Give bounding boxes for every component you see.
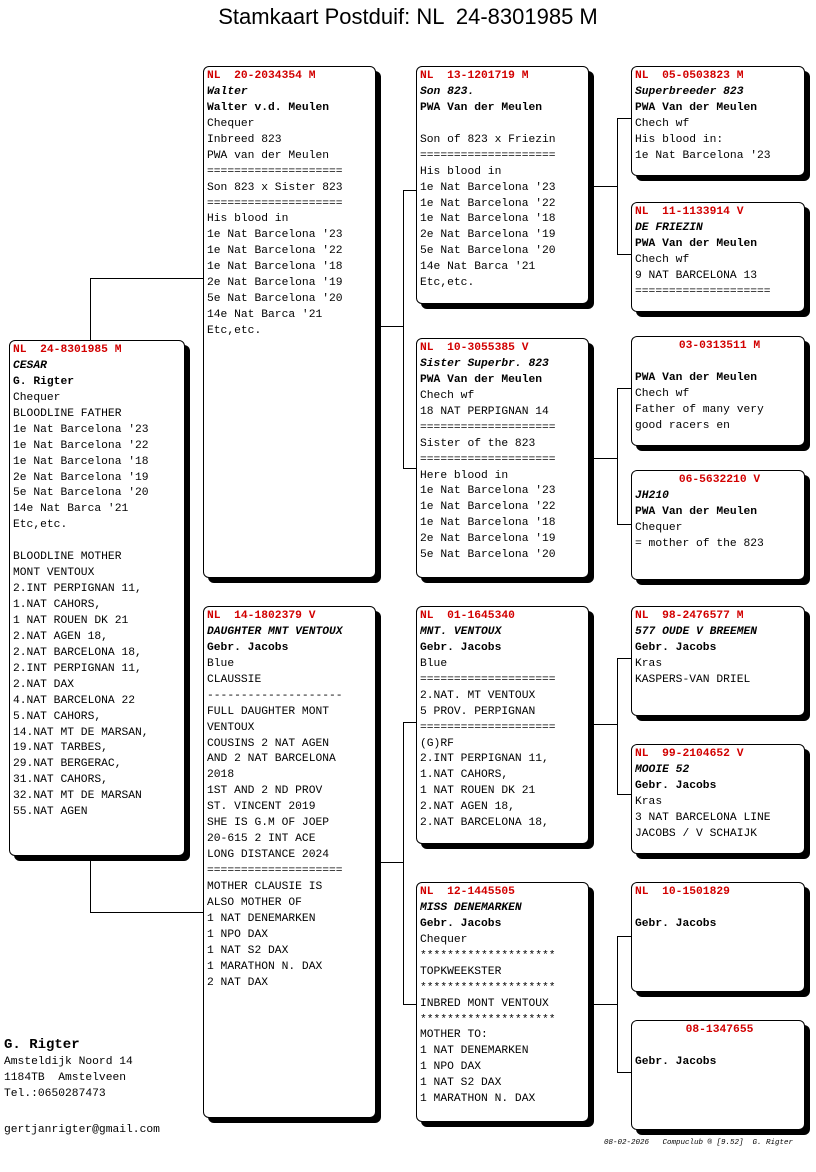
info-line: 3 NAT BARCELONA LINE: [635, 811, 771, 824]
info-line: Chech wf: [635, 117, 690, 130]
pigeon-owner: Gebr. Jacobs: [635, 641, 717, 654]
ring-number: 03-0313511 M: [678, 340, 761, 352]
info-line: 1 NPO DAX: [207, 928, 269, 941]
info-line: 2.NAT AGEN 18,: [13, 630, 108, 643]
info-line: good racers en: [635, 419, 730, 432]
connector: [594, 458, 617, 459]
info-line: AND 2 NAT BARCELONA: [207, 753, 336, 766]
connector: [403, 468, 416, 469]
info-line: 1 NAT S2 DAX: [207, 944, 289, 957]
breeder-email[interactable]: gertjanrigter@gmail.com: [4, 1124, 160, 1136]
pigeon-card-father[interactable]: [203, 66, 376, 578]
info-line: Chequer: [207, 117, 255, 130]
info-line: 2e Nat Barcelona '19: [420, 533, 556, 546]
info-line: Father of many very: [635, 403, 764, 416]
page-title: Stamkaart Postduif: NL 24-8301985 M: [218, 4, 598, 29]
pigeon-card-mff[interactable]: [631, 606, 805, 716]
info-line: 1e Nat Barcelona '22: [13, 439, 149, 452]
info-line: 5 PROV. PERPIGNAN: [420, 705, 536, 718]
info-line: ST. VINCENT 2019: [207, 801, 316, 814]
info-line: ********************: [420, 949, 556, 962]
info-line: 1 NAT ROUEN DK 21: [13, 614, 129, 627]
info-line: 2e Nat Barcelona '19: [13, 471, 149, 484]
pigeon-owner: PWA Van der Meulen: [635, 101, 758, 114]
pigeon-owner: PWA Van der Meulen: [420, 101, 543, 114]
info-line: ====================: [420, 149, 556, 162]
pigeon-name: DAUGHTER MNT VENTOUX: [207, 625, 343, 638]
connector: [617, 936, 618, 1072]
info-line: LONG DISTANCE 2024: [207, 849, 330, 862]
pigeon-name: JH210: [635, 489, 669, 502]
pigeon-name: [635, 1039, 804, 1055]
info-line: 2e Nat Barcelona '19: [420, 229, 556, 242]
connector: [617, 658, 631, 659]
info-line: Blue: [207, 657, 235, 670]
connector: [594, 724, 617, 725]
info-line: 2018: [207, 769, 235, 782]
pigeon-owner: G. Rigter: [13, 375, 75, 388]
info-line: 2.NAT DAX: [13, 678, 75, 691]
pigeon-card-sire-of-father[interactable]: [416, 66, 589, 304]
info-line: CLAUSSIE: [207, 673, 262, 686]
info-line: 1 MARATHON N. DAX: [207, 960, 323, 973]
info-line: 1 NAT S2 DAX: [420, 1077, 502, 1090]
pigeon-card-sire-of-mother[interactable]: [416, 606, 589, 844]
print-footer: 08-02-2026 Compuclub ® [9.52] G. Rigter: [604, 1139, 794, 1147]
info-line: 1e Nat Barcelona '23: [635, 149, 771, 162]
info-line: 1e Nat Barcelona '23: [420, 181, 556, 194]
info-line: 5e Nat Barcelona '20: [13, 487, 149, 500]
info-line: ====================: [420, 453, 556, 466]
connector: [617, 118, 631, 119]
pigeon-card-mmf[interactable]: [631, 882, 805, 992]
info-line: 1 MARATHON N. DAX: [420, 1093, 536, 1106]
pigeon-card-mfm[interactable]: [631, 744, 805, 854]
connector: [381, 326, 403, 327]
pigeon-card-mother[interactable]: [203, 606, 376, 1118]
info-line: BLOODLINE FATHER: [13, 407, 122, 420]
pigeon-owner: Gebr. Jacobs: [635, 917, 717, 930]
info-line: = mother of the 823: [635, 537, 764, 550]
info-line: ====================: [207, 865, 343, 877]
info-line: Blue: [420, 657, 448, 670]
connector: [617, 1072, 631, 1073]
info-line: 5.NAT CAHORS,: [13, 710, 102, 723]
info-line: Here blood in: [420, 469, 509, 482]
ring-number: NL 01-1645340: [420, 610, 515, 622]
info-line: ********************: [420, 1013, 556, 1026]
info-line: 1 NAT DENEMARKEN: [420, 1045, 529, 1058]
info-line: His blood in: [207, 213, 289, 226]
info-line: 1 NAT DENEMARKEN: [207, 912, 316, 925]
info-line: 1e Nat Barcelona '23: [420, 485, 556, 498]
pigeon-name: [635, 901, 804, 917]
info-line: 31.NAT CAHORS,: [13, 774, 108, 787]
connector: [381, 862, 403, 863]
info-line: ====================: [635, 285, 771, 298]
connector: [617, 936, 631, 937]
info-line: 14e Nat Barca '21: [207, 309, 323, 322]
info-line: Chech wf: [635, 253, 690, 266]
pigeon-name: MNT. VENTOUX: [420, 625, 502, 638]
info-line: 1ST AND 2 ND PROV: [207, 785, 323, 798]
breeder-name: G. Rigter: [4, 1037, 80, 1053]
connector: [403, 190, 416, 191]
info-line: ********************: [420, 981, 556, 994]
ring-number: 06-5632210 V: [678, 474, 761, 486]
pigeon-owner: Gebr. Jacobs: [207, 641, 289, 654]
pigeon-card-dam-of-mother[interactable]: [416, 882, 589, 1122]
pigeon-card-mmm[interactable]: [631, 1020, 805, 1130]
pigeon-name: CESAR: [13, 359, 47, 372]
info-line: 2.NAT BARCELONA 18,: [13, 646, 142, 659]
info-line: Chech wf: [420, 389, 475, 402]
connector: [617, 658, 618, 794]
connector: [594, 1004, 617, 1005]
info-line: [13, 534, 184, 550]
pigeon-name: Superbreeder 823: [635, 85, 744, 98]
info-line: TOPKWEEKSTER: [420, 965, 502, 978]
breeder-info: [4, 1036, 133, 1102]
pigeon-owner: Gebr. Jacobs: [635, 779, 717, 792]
info-line: --------------------: [207, 689, 343, 702]
info-line: Chech wf: [635, 387, 690, 400]
ring-number: NL 14-1802379 V: [207, 610, 316, 622]
info-line: 5e Nat Barcelona '20: [207, 293, 343, 306]
info-line: JACOBS / V SCHAIJK: [635, 827, 758, 840]
ring-number: NL 13-1201719 M: [420, 70, 529, 82]
info-line: Sister of the 823: [420, 437, 536, 450]
breeder-city: 1184TB Amstelveen: [4, 1072, 127, 1084]
info-line: Chequer: [420, 933, 468, 946]
info-line: Etc,etc.: [420, 277, 475, 290]
info-line: 9 NAT BARCELONA 13: [635, 269, 758, 282]
breeder-phone: Tel.:0650287473: [4, 1088, 106, 1100]
info-line: 1.NAT CAHORS,: [420, 769, 509, 782]
info-line: ALSO MOTHER OF: [207, 896, 302, 909]
ring-number: NL 12-1445505: [420, 886, 515, 898]
info-line: 2.INT PERPIGNAN 11,: [13, 662, 142, 675]
info-line: 29.NAT BERGERAC,: [13, 758, 122, 771]
connector: [594, 186, 617, 187]
pigeon-name: Sister Superbr. 823: [420, 357, 549, 370]
pigeon-name: [635, 355, 804, 371]
info-line: 1e Nat Barcelona '22: [420, 501, 556, 514]
connector: [403, 190, 404, 468]
pigeon-owner: Gebr. Jacobs: [420, 641, 502, 654]
info-line: 32.NAT MT DE MARSAN: [13, 790, 142, 803]
info-line: MOTHER CLAUSIE IS: [207, 880, 323, 893]
info-line: 2e Nat Barcelona '19: [207, 277, 343, 290]
info-line: 2 NAT DAX: [207, 976, 269, 989]
info-line: 5e Nat Barcelona '20: [420, 549, 556, 562]
info-line: KASPERS-VAN DRIEL: [635, 673, 751, 686]
info-line: ====================: [420, 421, 556, 434]
connector: [617, 388, 631, 389]
info-line: ====================: [420, 721, 556, 734]
info-line: 1e Nat Barcelona '18: [420, 517, 556, 530]
info-line: 1e Nat Barcelona '23: [207, 229, 343, 242]
pigeon-owner: PWA Van der Meulen: [420, 373, 543, 386]
ring-number: NL 99-2104652 V: [635, 748, 744, 760]
pigeon-card-fmm[interactable]: [631, 470, 805, 580]
info-line: [420, 117, 588, 133]
pigeon-name: 577 OUDE V BREEMEN: [635, 625, 758, 638]
info-line: 20-615 2 INT ACE: [207, 833, 316, 846]
pigeon-card-subject[interactable]: [9, 340, 185, 856]
pigeon-card-fff[interactable]: [631, 66, 805, 176]
connector: [617, 118, 618, 254]
connector: [90, 912, 204, 913]
connector: [617, 254, 631, 255]
connector: [617, 388, 618, 524]
info-line: 2.INT PERPIGNAN 11,: [13, 583, 142, 596]
ring-number: 08-1347655: [685, 1024, 754, 1036]
info-line: 18 NAT PERPIGNAN 14: [420, 405, 549, 418]
pigeon-name: MOOIE 52: [635, 763, 690, 776]
info-line: 55.NAT AGEN: [13, 806, 88, 819]
info-line: 1e Nat Barcelona '22: [420, 197, 556, 210]
info-line: 14e Nat Barca '21: [13, 503, 129, 516]
info-line: Kras: [635, 795, 663, 808]
connector: [617, 794, 631, 795]
info-line: 5e Nat Barcelona '20: [420, 245, 556, 258]
info-line: 1e Nat Barcelona '18: [13, 455, 149, 468]
info-line: SHE IS G.M OF JOEP: [207, 817, 330, 830]
info-line: 1 NAT ROUEN DK 21: [420, 785, 536, 798]
ring-number: NL 10-3055385 V: [420, 342, 529, 354]
info-line: 14e Nat Barca '21: [420, 261, 536, 274]
info-line: (G)RF: [420, 737, 454, 750]
info-line: ====================: [207, 197, 343, 210]
breeder-address: Amsteldijk Noord 14: [4, 1056, 133, 1068]
ring-number: NL 24-8301985 M: [13, 344, 122, 356]
pigeon-name: Son 823.: [420, 85, 475, 98]
pigeon-owner: PWA Van der Meulen: [635, 371, 758, 384]
info-line: PWA van der Meulen: [207, 149, 330, 162]
connector: [617, 524, 631, 525]
info-line: 14.NAT MT DE MARSAN,: [13, 726, 149, 739]
info-line: MOTHER TO:: [420, 1029, 488, 1042]
pigeon-owner: Gebr. Jacobs: [635, 1055, 717, 1068]
ring-number: NL 98-2476577 M: [635, 610, 744, 622]
pigeon-owner: PWA Van der Meulen: [635, 505, 758, 518]
connector: [403, 722, 404, 1004]
info-line: 1e Nat Barcelona '23: [13, 423, 149, 436]
info-line: 2.NAT BARCELONA 18,: [420, 817, 549, 830]
info-line: ====================: [420, 673, 556, 686]
info-line: Kras: [635, 657, 663, 670]
info-line: MONT VENTOUX: [13, 567, 95, 580]
connector: [90, 278, 91, 340]
info-line: 1e Nat Barcelona '18: [207, 261, 343, 274]
info-line: Son of 823 x Friezin: [420, 133, 556, 146]
connector: [90, 856, 91, 912]
info-line: Son 823 x Sister 823: [207, 181, 343, 194]
info-line: Chequer: [13, 391, 61, 404]
info-line: 1e Nat Barcelona '18: [420, 213, 556, 226]
info-line: 1.NAT CAHORS,: [13, 599, 102, 611]
pigeon-owner: PWA Van der Meulen: [635, 237, 758, 250]
info-line: 4.NAT BARCELONA 22: [13, 694, 136, 707]
info-line: VENTOUX: [207, 721, 255, 734]
info-line: 19.NAT TARBES,: [13, 742, 108, 755]
pigeon-card-dam-of-father[interactable]: [416, 338, 589, 578]
ring-number: NL 10-1501829: [635, 886, 730, 898]
pigeon-name: Walter: [207, 85, 248, 98]
pigeon-card-ffm[interactable]: [631, 202, 805, 312]
connector: [90, 278, 204, 279]
pigeon-owner: Gebr. Jacobs: [420, 917, 502, 930]
info-line: His blood in:: [635, 133, 724, 146]
info-line: ====================: [207, 165, 343, 178]
info-line: Etc,etc.: [207, 325, 262, 337]
ring-number: NL 05-0503823 M: [635, 70, 744, 82]
connector: [403, 722, 416, 723]
info-line: 2.NAT. MT VENTOUX: [420, 689, 536, 702]
info-line: INBRED MONT VENTOUX: [420, 997, 549, 1010]
info-line: 2.NAT AGEN 18,: [420, 801, 515, 814]
info-line: 1e Nat Barcelona '22: [207, 245, 343, 258]
info-line: 1 NPO DAX: [420, 1061, 482, 1074]
ring-number: NL 11-1133914 V: [635, 206, 744, 218]
pigeon-owner: Walter v.d. Meulen: [207, 101, 330, 114]
info-line: Inbreed 823: [207, 133, 282, 146]
info-line: COUSINS 2 NAT AGEN: [207, 737, 330, 750]
pigeon-name: MISS DENEMARKEN: [420, 901, 522, 914]
info-line: FULL DAUGHTER MONT: [207, 705, 330, 718]
info-line: Chequer: [635, 521, 683, 534]
pigeon-card-fmf[interactable]: [631, 336, 805, 446]
info-line: BLOODLINE MOTHER: [13, 551, 122, 564]
info-line: His blood in: [420, 165, 502, 178]
info-line: 2.INT PERPIGNAN 11,: [420, 753, 549, 766]
connector: [403, 1004, 416, 1005]
ring-number: NL 20-2034354 M: [207, 70, 316, 82]
info-line: Etc,etc.: [13, 519, 68, 532]
pigeon-name: DE FRIEZIN: [635, 221, 703, 234]
